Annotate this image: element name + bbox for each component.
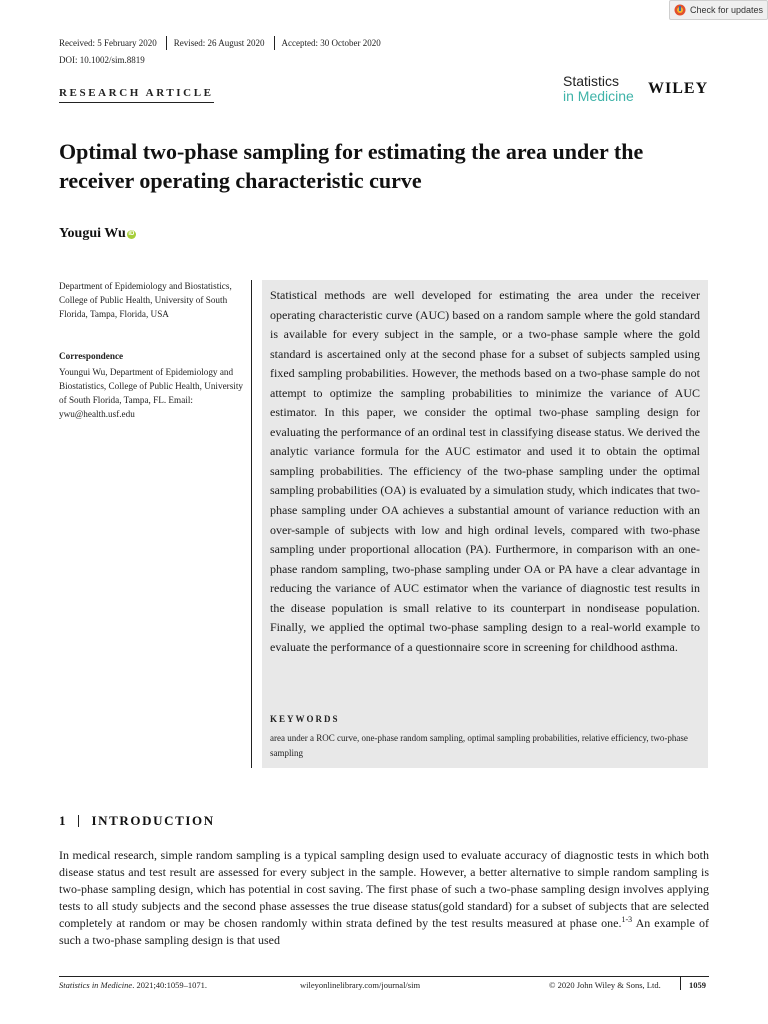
article-title: Optimal two-phase sampling for estimating the area under the receiver operating characteristic curve: [59, 139, 644, 193]
check-for-updates-label: Check for updates: [690, 5, 764, 15]
footer-volume: . 2021;40:1059–1071.: [132, 980, 208, 990]
publisher-logo: WILEY: [648, 80, 709, 97]
footer-citation: [59, 980, 207, 990]
column-divider: [251, 280, 252, 768]
accepted-date: Accepted: 30 October 2020: [281, 38, 381, 48]
footer-copyright: © 2020 John Wiley & Sons, Ltd.: [549, 980, 661, 990]
correspondence-heading: Correspondence: [59, 351, 124, 361]
journal-logo: [563, 74, 634, 104]
section-divider: [78, 815, 79, 827]
author: [59, 226, 136, 242]
body-text-continued: An example of such a two-phase sampling design is that used: [59, 916, 709, 947]
section-number: 1: [59, 813, 66, 828]
update-icon: [674, 4, 686, 16]
page-number: 1059: [689, 980, 706, 990]
received-date: Received: 5 February 2020: [59, 38, 157, 48]
doi[interactable]: DOI: 10.1002/sim.8819: [59, 55, 145, 65]
journal-name-line2: in Medicine: [563, 88, 634, 104]
orcid-icon[interactable]: iD: [128, 230, 135, 237]
footer-url[interactable]: wileyonlinelibrary.com/journal/sim: [300, 980, 421, 990]
section-heading: [59, 813, 215, 829]
article-dates: [59, 36, 381, 50]
footer-divider: [680, 976, 681, 990]
section-title: INTRODUCTION: [91, 813, 215, 828]
check-for-updates-button[interactable]: [669, 0, 768, 20]
footer-journal: Statistics in Medicine: [59, 980, 133, 990]
citation-ref[interactable]: 1-3: [621, 915, 633, 924]
footer-rule: [59, 976, 709, 977]
revised-date: Revised: 26 August 2020: [173, 38, 265, 48]
body-text: In medical research, simple random sampling is a typical sampling design used to evaluate accuracy of diagnostic tests in which both disease status and test result are assessed for every subject in the sample. However, a better alternative to simple random sampling is two-phase sampling design, which has potential in cost saving. The first phase of such a two-phase sampling design involves applying tests to all study subjects and the second phase assesses the true disease status(gold standard) for a subset of subjects that are selected completely at random or may be chosen randomly within strata defined by the test results measured at phase one.: [59, 848, 709, 930]
keywords: area under a ROC curve, one-phase random sampling, optimal sampling probabilities, relative efficiency, two-phase sampling: [270, 733, 688, 758]
correspondence: Youngui Wu, Department of Epidemiology and Biostatistics, College of Public Health, University of South Florida, Tampa, FL. Email: ywu@health.usf.edu: [59, 367, 243, 419]
journal-name-line1: Statistics: [563, 73, 620, 89]
keywords-heading: KEYWORDS: [270, 714, 340, 724]
date-divider: [166, 36, 167, 50]
affiliation: Department of Epidemiology and Biostatistics, College of Public Health, University of South Florida, Tampa, Florida, USA: [59, 281, 232, 319]
abstract: Statistical methods are well developed for estimating the area under the receiver operating characteristic curve (AUC) based on a random sample where the gold standard is available for every subject in the sample, or a two-phase sample where the gold standard is ascertained only at the second phase for a subset of subjects sampled using fixed sampling probabilities. However, the methods based on a two-phase sample do not attempt to optimize the sampling probabilities to minimize the variance of AUC estimator. In this paper, we consider the optimal two-phase sampling design for evaluating the performance of an ordinal test in classifying disease status. We derived the analytic variance formula for the AUC estimator and used it to obtain the optimal sampling probabilities. The efficiency of the two-phase sampling under the optimal sampling probabilities (OA) is evaluated by a simulation study, which indicates that two-phase sampling under OA achieves a substantial amount of variance reduction with an over-sample of subjects with low and high ordinal levels, compared with two-phase sampling under proportional allocation (PA). Furthermore, in comparison with an one-phase random sampling, two-phase sampling under OA or PA have a clear advantage in reducing the variance of AUC estimator when the variance of diagnostic test results in the disease population is small relative to its counterpart in nondisease population. Finally, we applied the optimal two-phase sampling design to a real-world example to evaluate the performance of a questionnaire score in screening for childhood asthma.: [270, 288, 700, 654]
body-paragraph: [59, 847, 709, 949]
article-type: RESEARCH ARTICLE: [59, 87, 214, 103]
author-name[interactable]: Yougui Wu: [59, 226, 126, 241]
date-divider: [274, 36, 275, 50]
